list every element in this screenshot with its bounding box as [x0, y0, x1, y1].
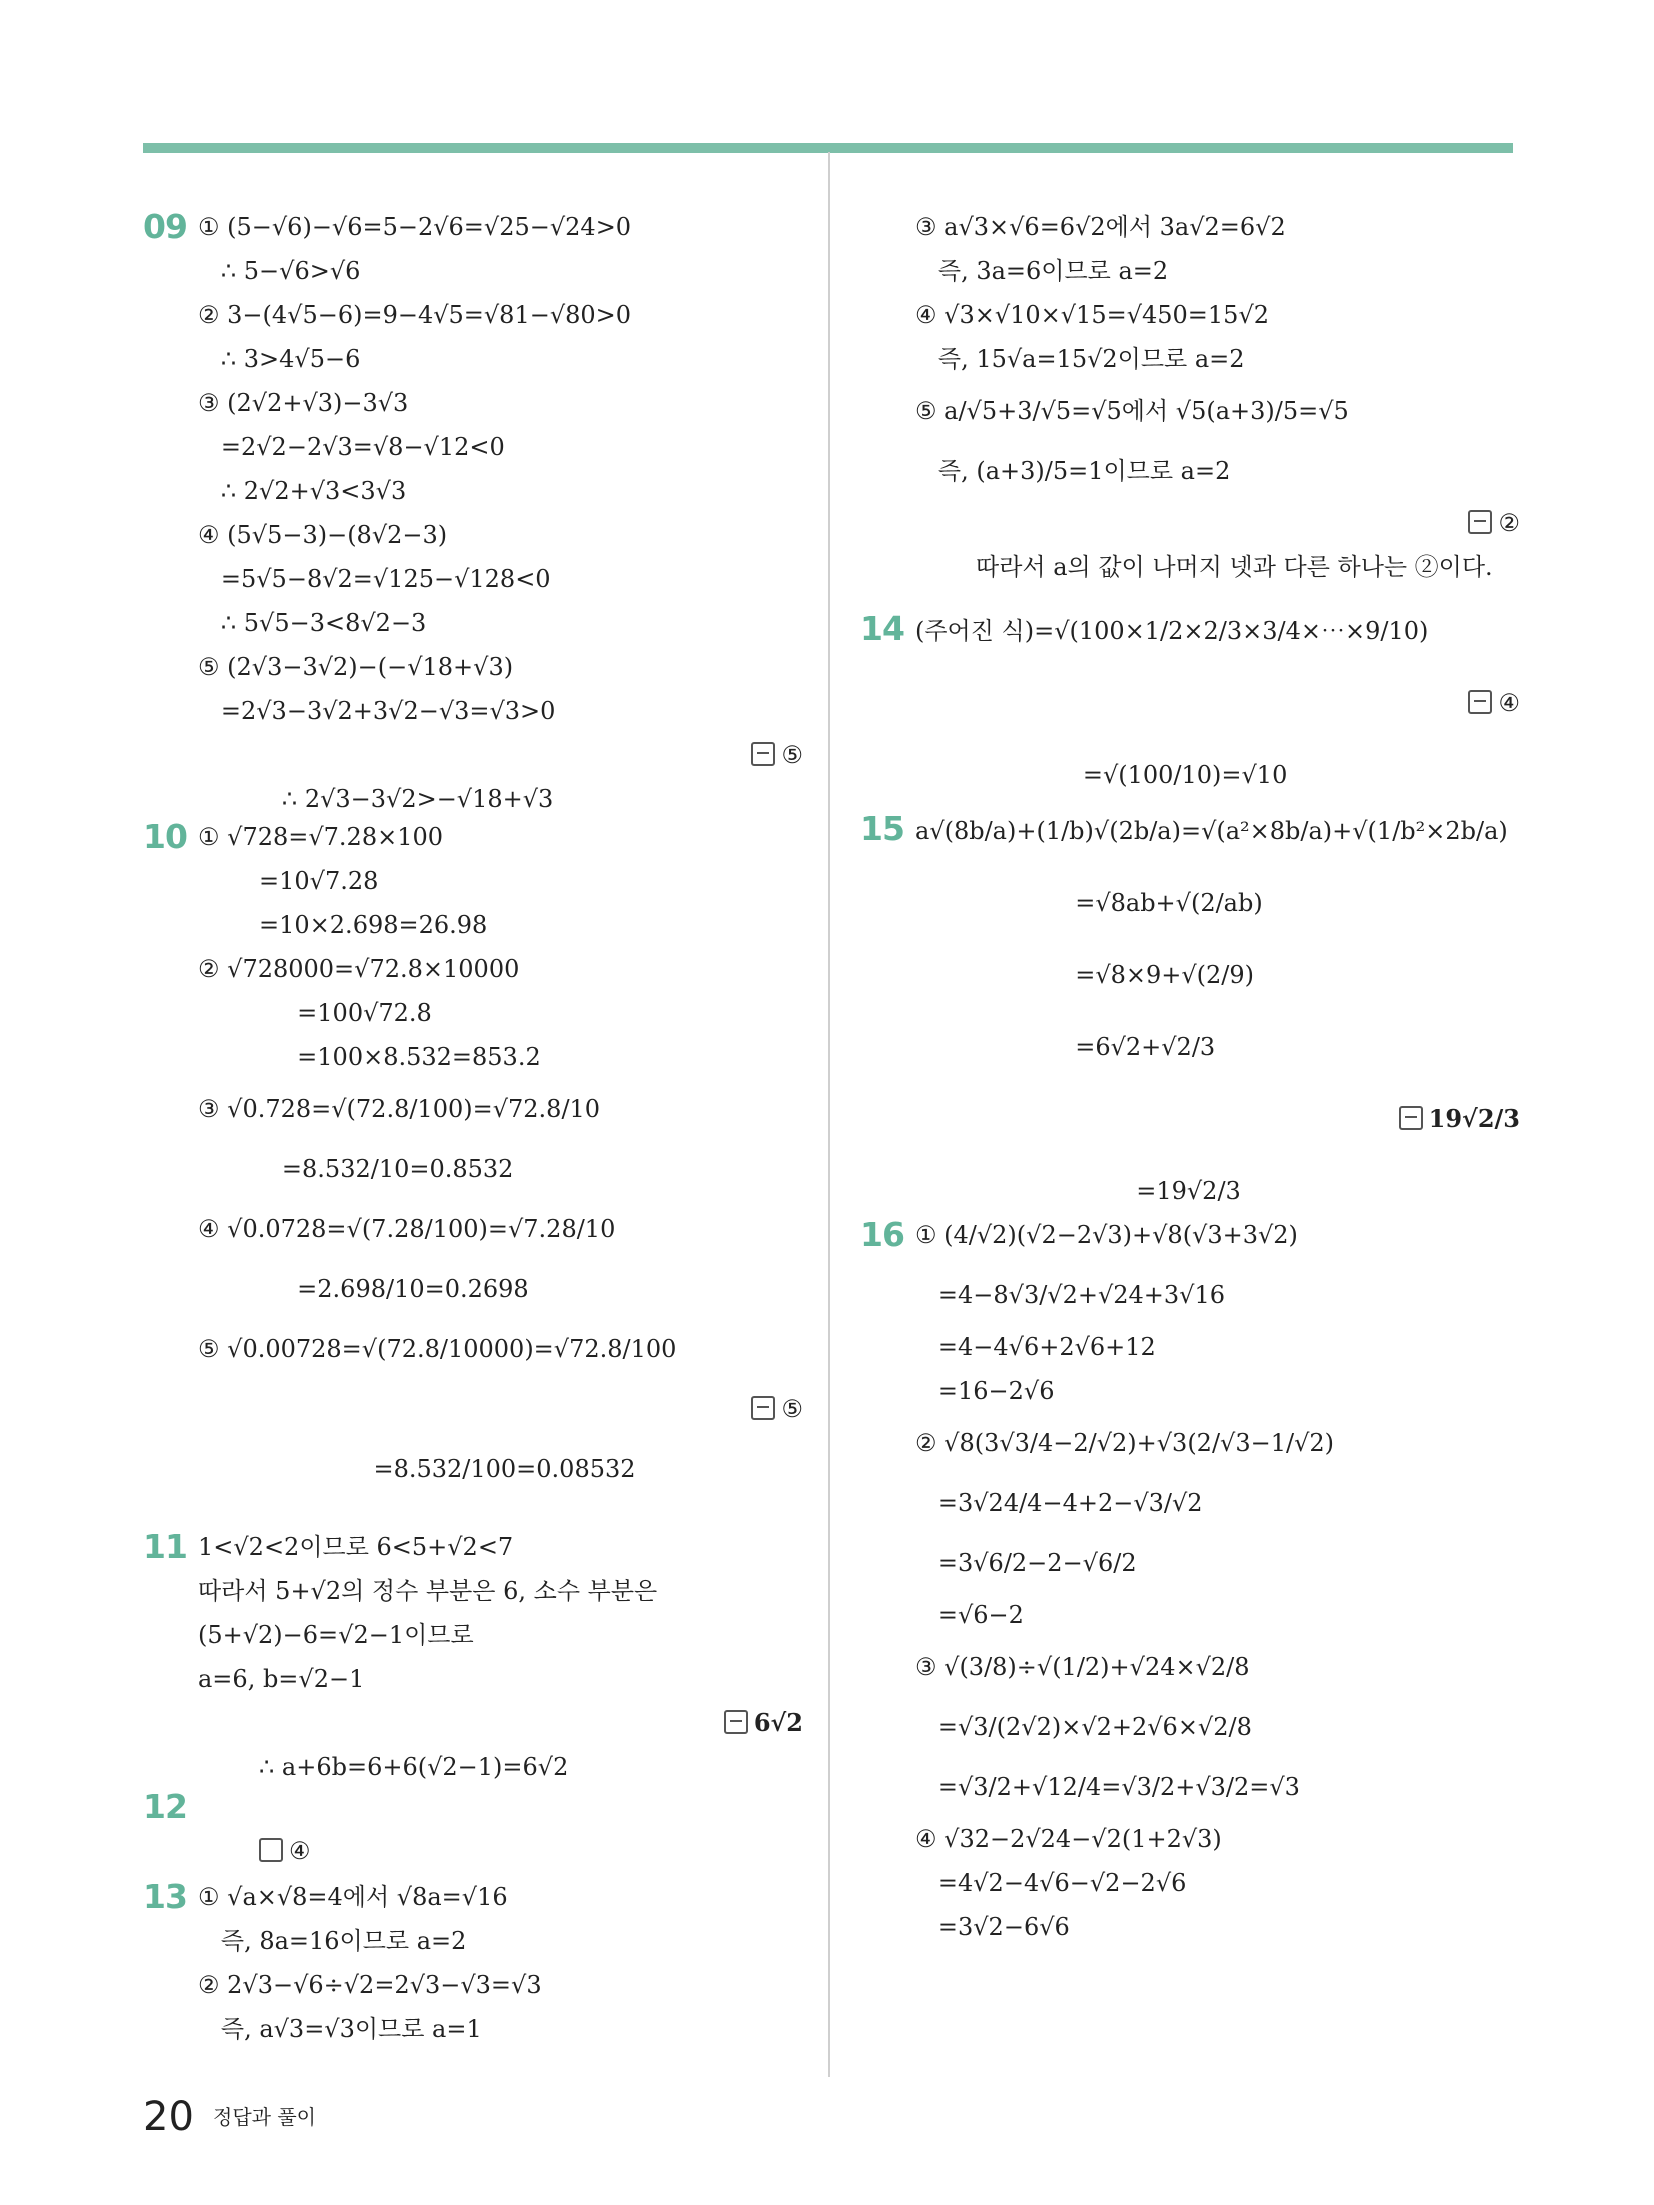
solution-line: ② √8(3√3/4−2/√2)+√3(2/√3−1/√2) — [915, 1429, 1334, 1457]
solution-line: ∴ 5−√6>√6 — [198, 257, 361, 285]
answer-value: 19√2/3 — [1428, 1104, 1520, 1133]
answer-icon — [1468, 510, 1492, 534]
solution-line: ② 2√3−√6÷√2=2√3−√3=√3 — [198, 1971, 542, 1999]
solution-lines — [198, 1875, 803, 2051]
answer-value: 6√2 — [753, 1708, 803, 1737]
solution-line: ⑤ √0.00728=√(72.8/10000)=√72.8/100 — [198, 1335, 677, 1363]
answer-icon — [751, 1396, 775, 1420]
problem-14 — [860, 595, 1520, 795]
problem-10 — [143, 815, 803, 1525]
answer-value: ④ — [289, 1837, 311, 1865]
solution-line: =2√2−2√3=√8−√12<0 — [198, 433, 505, 461]
solution-line: =√3/(2√2)×√2+2√6×√2/8 — [915, 1713, 1252, 1741]
solution-line: =3√24/4−4+2−√3/√2 — [915, 1489, 1203, 1517]
solution-line: =√3/2+√12/4=√3/2+√3/2=√3 — [915, 1773, 1300, 1801]
solution-line: ① √a×√8=4에서 √8a=√16 — [198, 1883, 508, 1911]
solution-line — [198, 1379, 803, 1483]
solution-line: =2.698/10=0.2698 — [198, 1275, 529, 1303]
solution-line: =√6−2 — [915, 1601, 1024, 1629]
answer-badge — [751, 1379, 803, 1439]
solution-line: ② √728000=√72.8×10000 — [198, 955, 520, 983]
solution-line: ③ a√3×√6=6√2에서 3a√2=6√2 — [915, 213, 1286, 241]
solution-line: =3√2−6√6 — [915, 1913, 1070, 1941]
solution-line: ④ √32−2√24−√2(1+2√3) — [915, 1825, 1222, 1853]
solution-lines — [198, 205, 803, 909]
problem-number: 12 — [143, 1787, 187, 1826]
answer-badge — [1399, 1083, 1520, 1155]
solution-line: a=6, b=√2−1 — [198, 1665, 365, 1693]
solution-text: ∴ a+6b=6+6(√2−1)=6√2 — [259, 1753, 569, 1781]
column-divider — [828, 152, 830, 2077]
problem-09 — [143, 205, 803, 815]
solution-line: =√8×9+√(2/9) — [915, 961, 1255, 989]
answer-badge — [724, 1701, 803, 1745]
left-column — [143, 205, 803, 2051]
solution-text: 따라서 a의 값이 나머지 넷과 다른 하나는 ②이다. — [976, 553, 1493, 581]
problem-15 — [860, 795, 1520, 1205]
answer-icon — [751, 742, 775, 766]
answer-badge — [751, 733, 803, 777]
problem-number: 11 — [143, 1527, 187, 1566]
problem-number: 13 — [143, 1877, 187, 1916]
solution-line: ⑤ a/√5+3/√5=√5에서 √5(a+3)/5=√5 — [915, 397, 1349, 425]
answer-badge — [259, 1837, 311, 1865]
problem-number: 16 — [860, 1215, 904, 1254]
answer-icon — [259, 1838, 283, 1862]
solution-text: =√(100/10)=√10 — [976, 761, 1288, 789]
solution-line: =10√7.28 — [198, 867, 379, 895]
answer-badge — [1468, 667, 1520, 739]
solution-line: =100√72.8 — [198, 999, 432, 1027]
answer-icon — [1468, 690, 1492, 714]
solution-lines — [915, 595, 1520, 789]
answer-value: ⑤ — [781, 1395, 803, 1423]
solution-line: ① (4/√2)(√2−2√3)+√8(√3+3√2) — [915, 1221, 1298, 1249]
solution-line — [915, 1083, 1520, 1205]
solution-line: 1<√2<2이므로 6<5+√2<7 — [198, 1533, 514, 1561]
solution-line: ⑤ (2√3−3√2)−(−√18+√3) — [198, 653, 514, 681]
solution-line: =√8ab+√(2/ab) — [915, 889, 1263, 917]
problem-12 — [143, 1785, 803, 1875]
page-number: 20 — [143, 2094, 194, 2140]
solution-line: =4√2−4√6−√2−2√6 — [915, 1869, 1187, 1897]
solution-line: =3√6/2−2−√6/2 — [915, 1549, 1137, 1577]
solution-line: ③ √0.728=√(72.8/100)=√72.8/10 — [198, 1095, 601, 1123]
right-column — [860, 205, 1520, 1949]
solution-line: =2√3−3√2+3√2−√3=√3>0 — [198, 697, 556, 725]
problem-11 — [143, 1525, 803, 1785]
problem-13 — [143, 1875, 803, 2051]
solution-text: ∴ 2√3−3√2>−√18+√3 — [259, 785, 554, 813]
solution-text: =8.532/100=0.08532 — [259, 1455, 636, 1483]
solution-line: 따라서 5+√2의 정수 부분은 6, 소수 부분은 — [198, 1577, 658, 1605]
solution-line: ③ (2√2+√3)−3√3 — [198, 389, 409, 417]
problem-16 — [860, 1205, 1520, 1949]
solution-line: ① √728=√7.28×100 — [198, 823, 444, 851]
solution-line: =16−2√6 — [915, 1377, 1055, 1405]
solution-text: =19√2/3 — [976, 1177, 1241, 1205]
problem-number: 14 — [860, 609, 904, 648]
answer-icon — [724, 1710, 748, 1734]
problem-number: 10 — [143, 817, 187, 856]
solution-line: 즉, a√3=√3이므로 a=1 — [198, 2015, 482, 2043]
solution-line: ∴ 5√5−3<8√2−3 — [198, 609, 427, 637]
answer-value: ⑤ — [781, 741, 803, 769]
page-footer — [143, 2093, 316, 2141]
solution-line: (주어진 식)=√(100×1/2×2/3×3/4×⋯×9/10) — [915, 617, 1429, 645]
solution-line: 즉, 8a=16이므로 a=2 — [198, 1927, 467, 1955]
solution-line: a√(8b/a)+(1/b)√(2b/a)=√(a²×8b/a)+√(1/b²×2b/a) — [915, 817, 1508, 845]
solution-line: =5√5−8√2=√125−√128<0 — [198, 565, 551, 593]
solution-line: 즉, (a+3)/5=1이므로 a=2 — [915, 457, 1231, 485]
solution-lines — [915, 795, 1520, 1205]
solution-lines — [915, 1205, 1520, 1949]
footer-label: 정답과 풀이 — [213, 2105, 316, 2129]
solution-line: 즉, 15√a=15√2이므로 a=2 — [915, 345, 1245, 373]
solution-line: ∴ 3>4√5−6 — [198, 345, 361, 373]
problem-13-continued — [860, 205, 1520, 595]
solution-line: (5+√2)−6=√2−1이므로 — [198, 1621, 474, 1649]
solution-line — [915, 667, 1520, 789]
solution-line: =4−4√6+2√6+12 — [915, 1333, 1156, 1361]
solution-lines — [198, 815, 803, 1483]
problem-number: 15 — [860, 809, 904, 848]
solution-line: 즉, 3a=6이므로 a=2 — [915, 257, 1169, 285]
solution-line: ② 3−(4√5−6)=9−4√5=√81−√80>0 — [198, 301, 632, 329]
answer-badge — [1468, 501, 1520, 545]
solution-line: ③ √(3/8)÷√(1/2)+√24×√2/8 — [915, 1653, 1250, 1681]
solution-line: ④ √0.0728=√(7.28/100)=√7.28/10 — [198, 1215, 616, 1243]
solution-line: ① (5−√6)−√6=5−2√6=√25−√24>0 — [198, 213, 632, 241]
solution-line: =8.532/10=0.8532 — [198, 1155, 514, 1183]
solution-line: ∴ 2√2+√3<3√3 — [198, 477, 407, 505]
solution-line: =6√2+√2/3 — [915, 1033, 1216, 1061]
solution-line: ④ √3×√10×√15=√450=15√2 — [915, 301, 1270, 329]
solution-line: =4−8√3/√2+√24+3√16 — [915, 1281, 1226, 1309]
solution-line: =100×8.532=853.2 — [198, 1043, 541, 1071]
answer-value: ④ — [1498, 689, 1520, 717]
answer-value: ② — [1498, 509, 1520, 537]
problem-number: 09 — [143, 207, 187, 246]
solution-line: =10×2.698=26.98 — [198, 911, 488, 939]
solution-line: ④ (5√5−3)−(8√2−3) — [198, 521, 448, 549]
answer-icon — [1399, 1106, 1423, 1130]
